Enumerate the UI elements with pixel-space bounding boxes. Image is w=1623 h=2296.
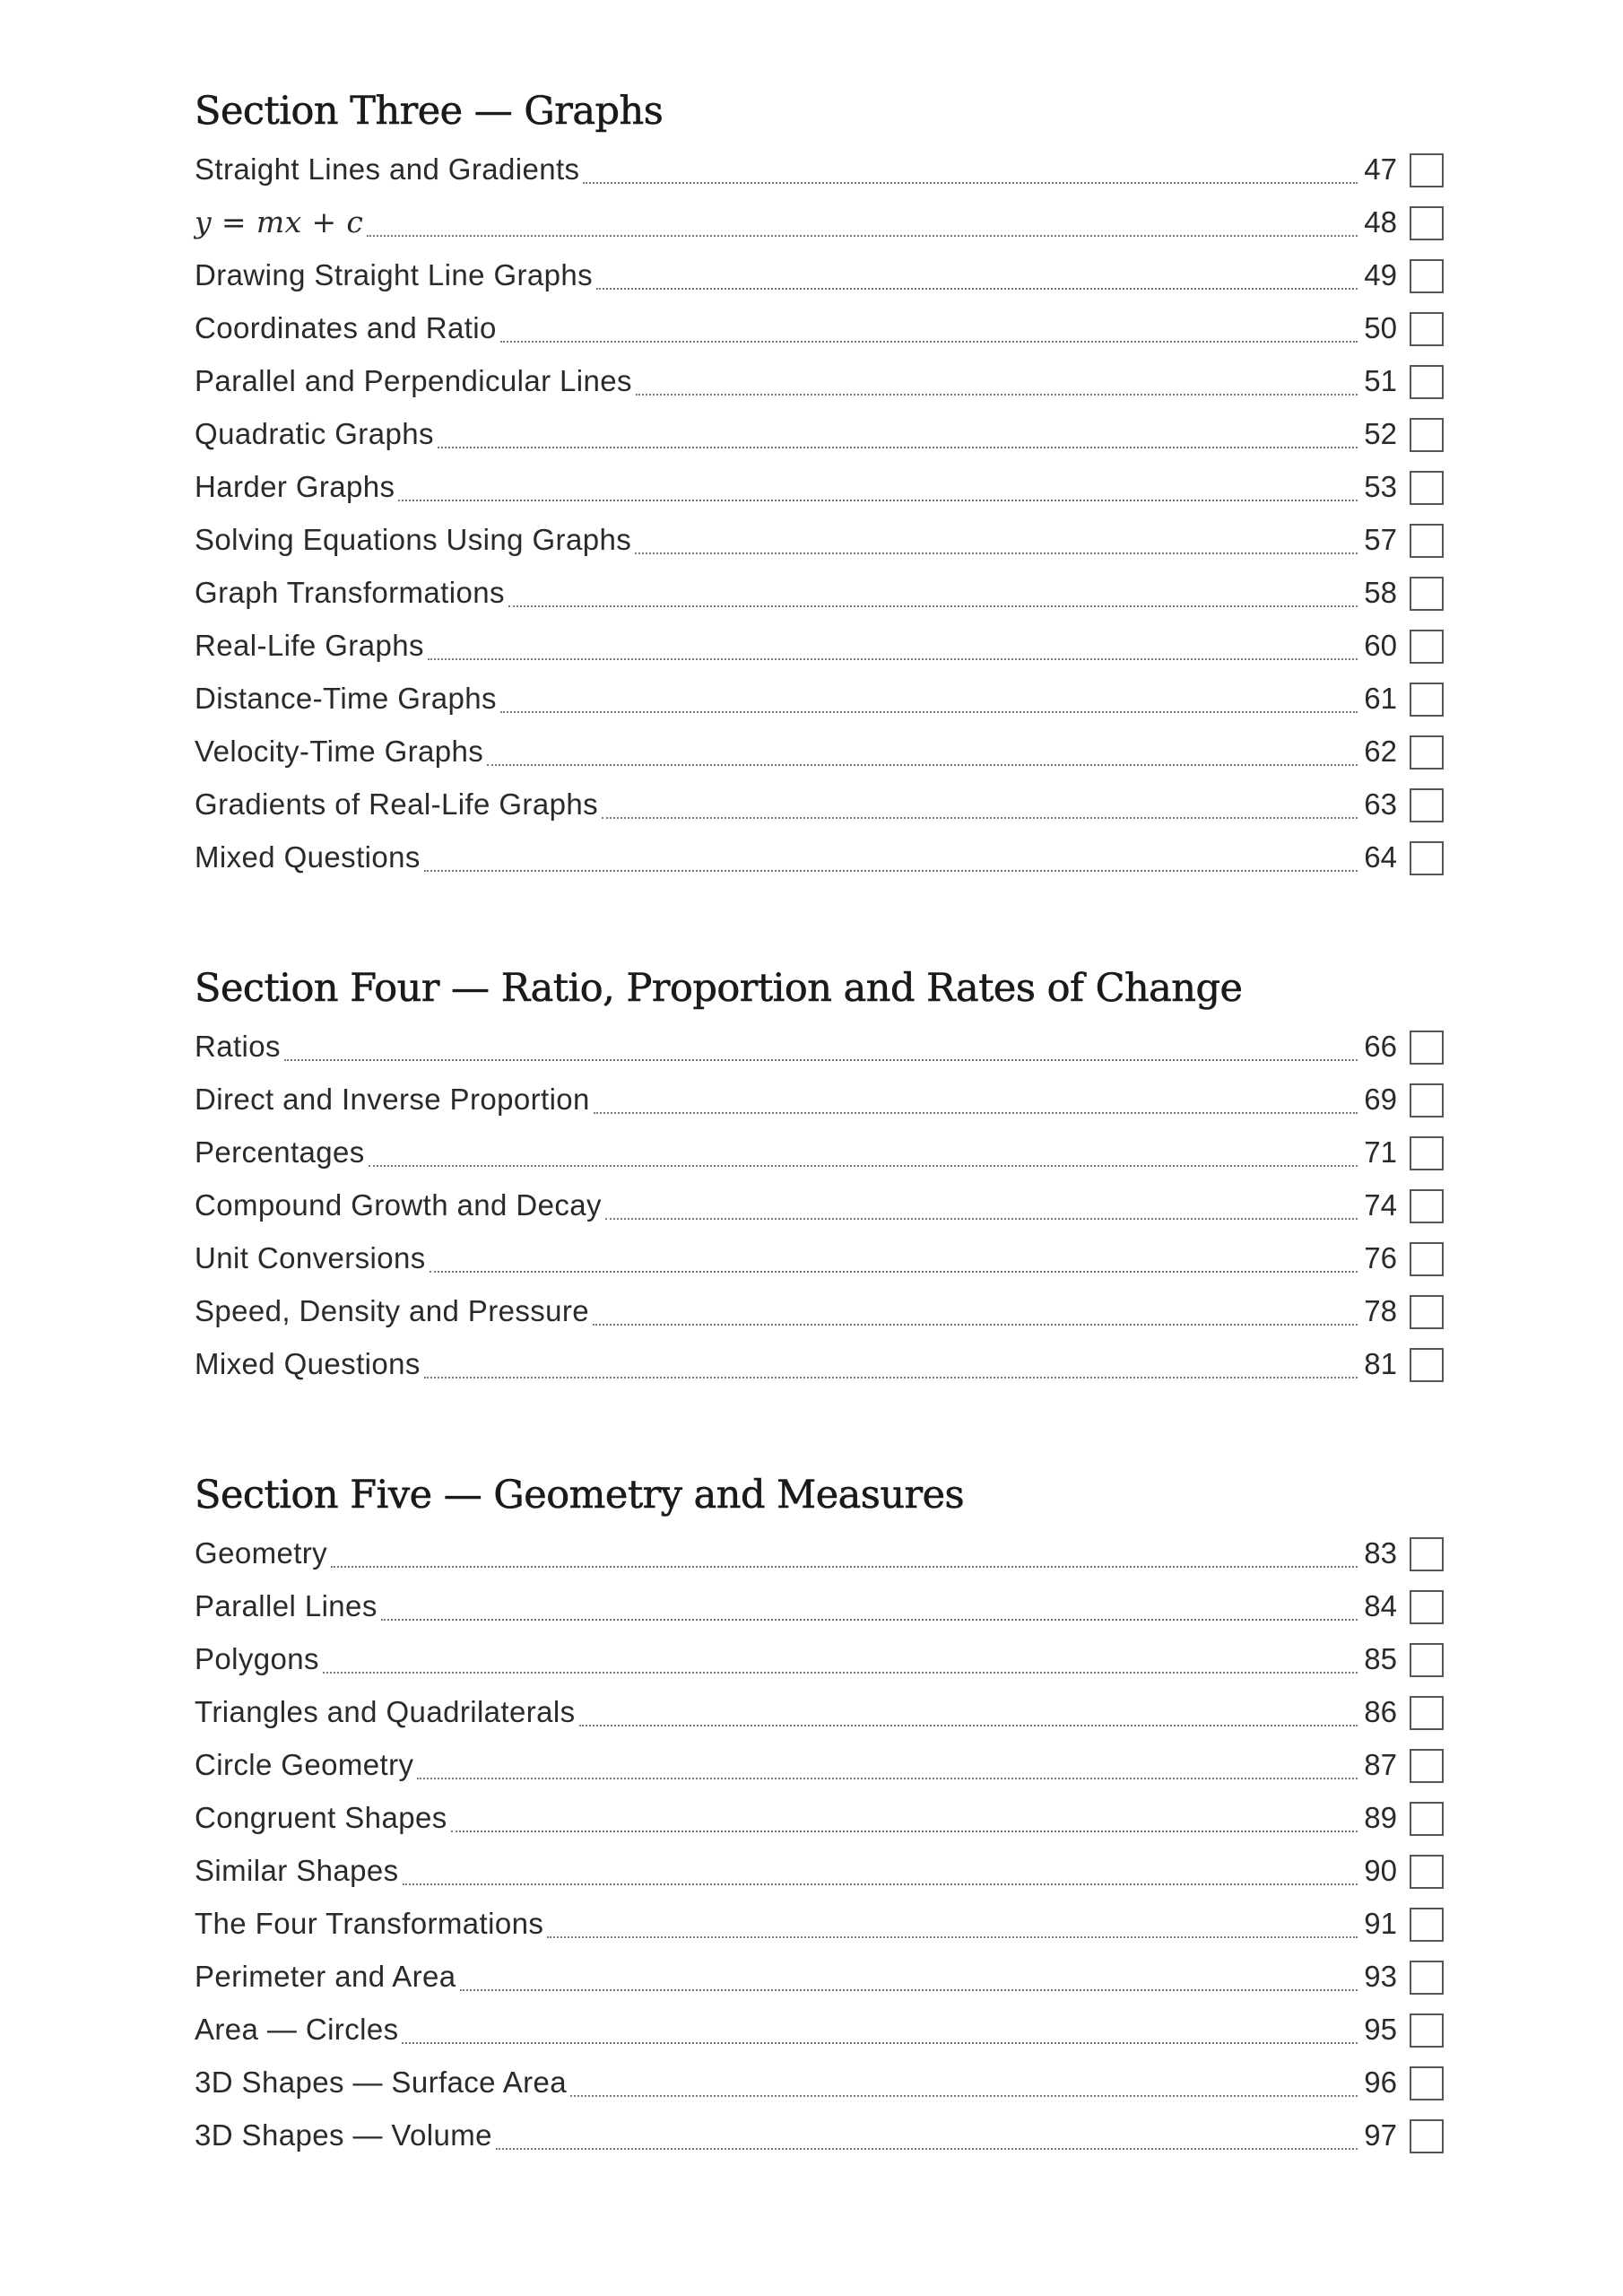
completion-checkbox[interactable] [1410,524,1444,558]
toc-entry [195,352,1444,404]
dot-leader [594,1110,1358,1114]
completion-checkbox[interactable] [1410,365,1444,399]
toc-entry [195,140,1444,193]
toc-entry [195,775,1444,828]
toc-entry-label: Harder Graphs [195,470,395,503]
completion-checkbox[interactable] [1410,1749,1444,1783]
toc-entry [195,1683,1444,1735]
toc-page-number: 81 [1364,1347,1397,1380]
toc-page-number: 69 [1364,1083,1397,1116]
toc-page-number: 66 [1364,1030,1397,1063]
toc-page-number: 61 [1364,682,1397,715]
toc-entry-label: Ratios [195,1030,281,1063]
toc-entry-label: 3D Shapes — Volume [195,2118,492,2152]
toc-entry [195,2106,1444,2159]
toc-entry [195,669,1444,722]
toc-entry [195,616,1444,669]
completion-checkbox[interactable] [1410,841,1444,875]
toc-entry [195,722,1444,775]
completion-checkbox[interactable] [1410,1295,1444,1329]
dot-leader [635,551,1358,554]
toc-entry-label: Triangles and Quadrilaterals [195,1695,576,1728]
dot-leader [331,1564,1358,1568]
toc-entry-label: Distance-Time Graphs [195,682,497,715]
toc-page-number: 84 [1364,1589,1397,1622]
toc-entry [195,563,1444,616]
toc-entry-label: Similar Shapes [195,1854,399,1887]
toc-entry [195,1070,1444,1123]
section-title: Section Four — Ratio, Proportion and Rates of Change [195,966,1243,1011]
completion-checkbox[interactable] [1410,630,1444,664]
toc-entry-label: Geometry [195,1536,328,1570]
toc-entry [195,457,1444,510]
toc-entry [195,1524,1444,1577]
toc-page-number: 58 [1364,576,1397,609]
dot-leader [570,2093,1358,2097]
dot-leader [460,1987,1358,1991]
toc-list [195,1524,1444,2159]
dot-leader [579,1723,1358,1726]
completion-checkbox[interactable] [1410,206,1444,240]
toc-page-number: 49 [1364,258,1397,291]
toc-entry [195,246,1444,299]
dot-leader [403,1882,1358,1885]
dot-leader [417,1776,1358,1779]
toc-entry-label: Real-Life Graphs [195,629,424,662]
completion-checkbox[interactable] [1410,1083,1444,1118]
completion-checkbox[interactable] [1410,683,1444,717]
toc-entry [195,1630,1444,1683]
completion-checkbox[interactable] [1410,1855,1444,1889]
dot-leader [424,868,1358,872]
section-three [195,88,1444,881]
toc-page-number: 51 [1364,364,1397,397]
toc-page-number: 71 [1364,1135,1397,1169]
dot-leader [430,1269,1358,1273]
toc-page-number: 93 [1364,1960,1397,1993]
toc-page-number: 85 [1364,1642,1397,1675]
toc-entry [195,2053,1444,2106]
toc-entry-label: Circle Geometry [195,1748,414,1781]
completion-checkbox[interactable] [1410,1802,1444,1836]
toc-page-number: 74 [1364,1188,1397,1222]
toc-entry-label: Straight Lines and Gradients [195,152,580,186]
dot-leader [496,2146,1358,2150]
toc-entry [195,828,1444,881]
dot-leader [500,339,1358,343]
toc-entry-label: Coordinates and Ratio [195,311,497,344]
completion-checkbox[interactable] [1410,1242,1444,1276]
dot-leader [605,1216,1358,1220]
toc-page-number: 64 [1364,840,1397,874]
completion-checkbox[interactable] [1410,577,1444,611]
dot-leader [367,233,1358,237]
completion-checkbox[interactable] [1410,259,1444,293]
toc-entry-label: Unit Conversions [195,1241,426,1274]
toc-page-number: 52 [1364,417,1397,450]
dot-leader [323,1670,1358,1674]
completion-checkbox[interactable] [1410,312,1444,346]
toc-page-number: 91 [1364,1907,1397,1940]
toc-entry [195,1123,1444,1176]
completion-checkbox[interactable] [1410,1031,1444,1065]
toc-page-number: 62 [1364,735,1397,768]
toc-entry-label: Drawing Straight Line Graphs [195,258,594,291]
toc-entry [195,1894,1444,1947]
toc-page-number: 57 [1364,523,1397,556]
toc-entry [195,1176,1444,1229]
completion-checkbox[interactable] [1410,2066,1444,2100]
dot-leader [547,1935,1358,1938]
toc-entry-label: Parallel Lines [195,1589,378,1622]
toc-entry-label: y = mx + c [195,204,364,239]
toc-entry-label: The Four Transformations [195,1907,544,1940]
section-four [195,965,1444,1387]
toc-page-number: 96 [1364,2066,1397,2099]
toc-entry-label: Congruent Shapes [195,1801,447,1834]
completion-checkbox[interactable] [1410,1537,1444,1571]
completion-checkbox[interactable] [1410,1590,1444,1624]
toc-entry [195,299,1444,352]
dot-leader [438,445,1358,448]
toc-page-number: 89 [1364,1801,1397,1834]
section-title: Section Five — Geometry and Measures [195,1473,965,1518]
toc-entry-label: Parallel and Perpendicular Lines [195,364,632,397]
toc-entry [195,510,1444,563]
toc-entry-label: Graph Transformations [195,576,505,609]
toc-page-number: 76 [1364,1241,1397,1274]
toc-entry [195,193,1444,246]
toc-entry [195,1282,1444,1335]
dot-leader [402,2040,1358,2044]
dot-leader [451,1829,1358,1832]
toc-page-number: 47 [1364,152,1397,186]
toc-page-number: 53 [1364,470,1397,503]
completion-checkbox[interactable] [1410,2013,1444,2048]
completion-checkbox[interactable] [1410,471,1444,505]
toc-page-number: 48 [1364,205,1397,239]
toc-page-number: 50 [1364,311,1397,344]
toc-entry-label: Mixed Questions [195,840,421,874]
toc-entry-label: Solving Equations Using Graphs [195,523,632,556]
toc-entry [195,1577,1444,1630]
toc-entry [195,1788,1444,1841]
dot-leader [487,762,1358,766]
toc-entry-label: Velocity-Time Graphs [195,735,484,768]
toc-page-number: 86 [1364,1695,1397,1728]
toc-page-number: 78 [1364,1294,1397,1327]
dot-leader [602,815,1358,819]
toc-entry-label: Mixed Questions [195,1347,421,1380]
toc-entry-label: 3D Shapes — Surface Area [195,2066,567,2099]
completion-checkbox[interactable] [1410,1961,1444,1995]
completion-checkbox[interactable] [1410,153,1444,187]
toc-page-number: 83 [1364,1536,1397,1570]
section-title: Section Three — Graphs [195,89,664,134]
toc-entry [195,404,1444,457]
toc-entry-label: Compound Growth and Decay [195,1188,602,1222]
dot-leader [398,498,1358,501]
toc-entry-label: Direct and Inverse Proportion [195,1083,590,1116]
completion-checkbox[interactable] [1410,1348,1444,1382]
toc-entry [195,1947,1444,2000]
dot-leader [508,604,1358,607]
toc-entry [195,1841,1444,1894]
toc-entry-label: Percentages [195,1135,365,1169]
completion-checkbox[interactable] [1410,1696,1444,1730]
completion-checkbox[interactable] [1410,1189,1444,1223]
toc-page-number: 97 [1364,2118,1397,2152]
completion-checkbox[interactable] [1410,418,1444,452]
dot-leader [596,286,1358,290]
toc-entry [195,1017,1444,1070]
dot-leader [593,1322,1358,1326]
section-five [195,1472,1444,2159]
dot-leader [424,1375,1358,1378]
table-of-contents [195,88,1444,2159]
dot-leader [500,709,1358,713]
toc-entry-label: Gradients of Real-Life Graphs [195,787,598,821]
toc-list [195,1017,1444,1387]
toc-entry [195,1335,1444,1387]
completion-checkbox[interactable] [1410,735,1444,770]
toc-list [195,140,1444,881]
completion-checkbox[interactable] [1410,1908,1444,1942]
completion-checkbox[interactable] [1410,1643,1444,1677]
toc-entry [195,1229,1444,1282]
toc-entry-label: Quadratic Graphs [195,417,434,450]
toc-entry-label: Speed, Density and Pressure [195,1294,590,1327]
dot-leader [284,1057,1358,1061]
toc-page-number: 90 [1364,1854,1397,1887]
dot-leader [636,392,1358,396]
toc-entry-label: Perimeter and Area [195,1960,456,1993]
completion-checkbox[interactable] [1410,788,1444,822]
dot-leader [381,1617,1358,1621]
toc-entry-label: Area — Circles [195,2013,399,2046]
toc-page-number: 63 [1364,787,1397,821]
completion-checkbox[interactable] [1410,2119,1444,2153]
dot-leader [428,657,1358,660]
toc-page-number: 60 [1364,629,1397,662]
toc-page-number: 95 [1364,2013,1397,2046]
toc-entry-label: Polygons [195,1642,319,1675]
toc-page-number: 87 [1364,1748,1397,1781]
dot-leader [369,1163,1358,1167]
completion-checkbox[interactable] [1410,1136,1444,1170]
dot-leader [583,180,1358,184]
toc-entry [195,1735,1444,1788]
toc-entry [195,2000,1444,2053]
